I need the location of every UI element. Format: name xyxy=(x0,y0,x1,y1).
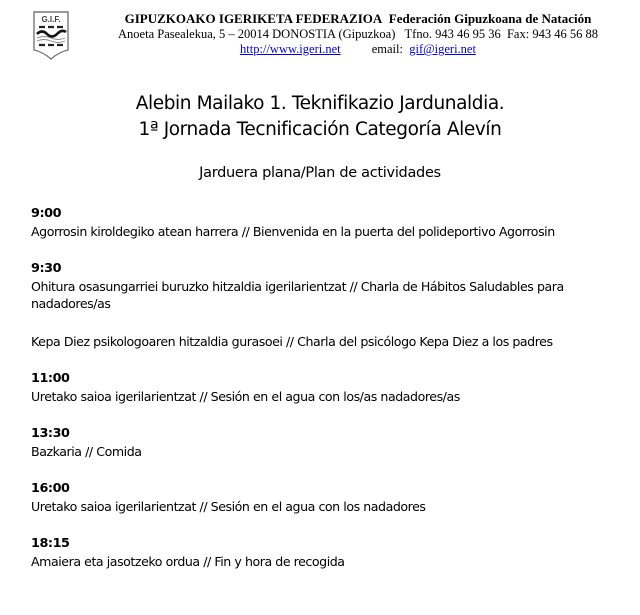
schedule-entry xyxy=(31,480,611,515)
schedule-entry xyxy=(31,425,611,460)
entry-time: 13:30 xyxy=(31,426,70,441)
entry-description: Amaiera eta jasotzeko ordua // Fin y hora de recogida xyxy=(31,553,345,569)
entry-description: Ohitura osasungarriei buruzko hitzaldia igerilarientzat // Charla de Hábitos Saludables para nadadores/as xyxy=(31,278,564,311)
document-titles xyxy=(0,91,640,183)
entry-description: Kepa Diez psikologoaren hitzaldia gurasoei // Charla del psicólogo Kepa Diez a los padres xyxy=(31,333,553,349)
letterhead-text xyxy=(108,11,608,58)
entry-time: 9:00 xyxy=(31,206,62,221)
entry-time: 18:15 xyxy=(31,536,70,551)
title-basque: Alebin Mailako 1. Teknifikazio Jardunaldia. xyxy=(135,93,505,114)
federation-logo-icon xyxy=(31,10,71,60)
schedule-entry xyxy=(31,260,611,350)
entry-description: Uretako saioa igerilarientzat // Sesión en el agua con los nadadores xyxy=(31,498,426,514)
schedule-entry xyxy=(31,205,611,240)
org-name-spanish: Federación Gipuzkoana de Natación xyxy=(388,11,592,26)
email-link[interactable]: gif@igeri.net xyxy=(409,42,476,56)
address: Anoeta Pasealekua, 5 – 20014 DONOSTIA (Gipuzkoa) xyxy=(118,26,396,41)
subtitle: Jarduera plana/Plan de actividades xyxy=(199,165,441,181)
phone: Tfno. 943 46 95 36 xyxy=(404,26,501,41)
org-name-basque: GIPUZKOAKO IGERIKETA FEDERAZIOA xyxy=(124,11,383,26)
entry-description: Uretako saioa igerilarientzat // Sesión en el agua con los/as nadadores/as xyxy=(31,388,460,404)
letterhead xyxy=(0,0,640,70)
schedule-entry xyxy=(31,370,611,405)
entry-description: Bazkaria // Comida xyxy=(31,443,142,459)
schedule xyxy=(31,205,611,590)
entry-description: Agorrosin kiroldegiko atean harrera // Bienvenida en la puerta del polideportivo Agorrosin xyxy=(31,223,555,239)
entry-time: 9:30 xyxy=(31,261,62,276)
fax: Fax: 943 46 56 88 xyxy=(506,26,598,41)
schedule-entry xyxy=(31,535,611,570)
entry-time: 16:00 xyxy=(31,481,70,496)
email-label: email: xyxy=(371,42,403,56)
title-spanish: 1ª Jornada Tecnificación Categoría Alevín xyxy=(138,119,502,140)
svg-text:G.I.F.: G.I.F. xyxy=(41,15,61,24)
entry-time: 11:00 xyxy=(31,371,70,386)
website-link[interactable]: http://www.igeri.net xyxy=(240,42,341,56)
